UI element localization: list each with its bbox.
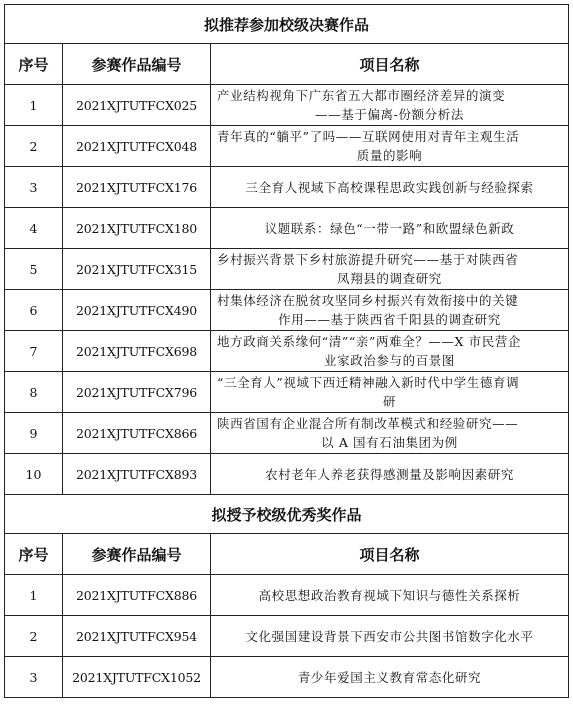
row-name-line1: 青少年爱国主义教育常态化研究 — [297, 669, 482, 685]
row-index: 3 — [5, 657, 63, 698]
row-name-line2: 以 A 国有石油集团为例 — [321, 435, 458, 450]
document — [4, 4, 568, 698]
header-code: 参赛作品编号 — [63, 534, 211, 575]
table-header-row — [5, 44, 569, 85]
section2-title: 拟授予校级优秀奖作品 — [5, 495, 569, 534]
row-index: 1 — [5, 85, 63, 126]
row-code: 2021XJTUTFCX176 — [63, 167, 211, 208]
row-code: 2021XJTUTFCX048 — [63, 126, 211, 167]
row-code: 2021XJTUTFCX315 — [63, 249, 211, 290]
table-header-row — [5, 534, 569, 575]
row-name-line1: 三全育人视域下高校课程思政实践创新与经验探索 — [245, 179, 534, 195]
table-row — [5, 575, 569, 616]
table-row — [5, 85, 569, 126]
table-row — [5, 208, 569, 249]
row-name-line1: 高校思想政治教育视域下知识与德性关系探析 — [258, 587, 521, 603]
row-name — [211, 657, 569, 698]
header-index: 序号 — [5, 534, 63, 575]
row-name — [211, 290, 569, 331]
table-row — [5, 616, 569, 657]
row-name-line1: 产业结构视角下广东省五大都市圈经济差异的演变 — [217, 88, 506, 103]
table-row — [5, 372, 569, 413]
row-name-line2: 凤翔县的调查研究 — [337, 271, 442, 286]
row-name-line1: 青年真的“躺平”了吗——互联网使用对青年主观生活 — [217, 129, 520, 144]
row-name-line1: 议题联系：绿色“一带一路”和欧盟绿色新政 — [264, 220, 515, 236]
row-code: 2021XJTUTFCX893 — [63, 454, 211, 495]
row-name — [211, 575, 569, 616]
row-name — [211, 249, 569, 290]
row-name-line2: 业家政治参与的百景图 — [324, 353, 456, 368]
row-name — [211, 413, 569, 454]
row-index: 2 — [5, 616, 63, 657]
row-index: 3 — [5, 167, 63, 208]
row-name-line1: 文化强国建设背景下西安市公共图书馆数字化水平 — [245, 628, 534, 644]
section1-title-row — [5, 5, 569, 44]
row-name — [211, 331, 569, 372]
row-code: 2021XJTUTFCX1052 — [63, 657, 211, 698]
row-code: 2021XJTUTFCX180 — [63, 208, 211, 249]
row-code: 2021XJTUTFCX886 — [63, 575, 211, 616]
row-index: 1 — [5, 575, 63, 616]
row-code: 2021XJTUTFCX698 — [63, 331, 211, 372]
table-row — [5, 167, 569, 208]
row-name-line1: 地方政商关系缘何“清”“亲”两难全？——X 市民营企 — [217, 334, 522, 349]
row-name-line2: 研 — [382, 394, 397, 409]
row-name — [211, 167, 569, 208]
row-name — [211, 372, 569, 413]
row-index: 10 — [5, 454, 63, 495]
table-row — [5, 249, 569, 290]
row-code: 2021XJTUTFCX796 — [63, 372, 211, 413]
awards-table — [4, 4, 569, 698]
row-name-line1: 农村老年人养老获得感测量及影响因素研究 — [265, 466, 514, 482]
row-name — [211, 208, 569, 249]
row-index: 9 — [5, 413, 63, 454]
row-name-line1: 乡村振兴背景下乡村旅游提升研究——基于对陕西省 — [217, 252, 519, 267]
row-name-line1: 陕西省国有企业混合所有制改革模式和经验研究—— — [217, 416, 519, 431]
section1-title: 拟推荐参加校级决赛作品 — [5, 5, 569, 44]
table-row — [5, 126, 569, 167]
header-code: 参赛作品编号 — [63, 44, 211, 85]
row-index: 2 — [5, 126, 63, 167]
row-name — [211, 126, 569, 167]
row-index: 7 — [5, 331, 63, 372]
row-name — [211, 616, 569, 657]
row-code: 2021XJTUTFCX866 — [63, 413, 211, 454]
row-code: 2021XJTUTFCX490 — [63, 290, 211, 331]
header-name: 项目名称 — [211, 44, 569, 85]
row-name — [211, 85, 569, 126]
section2-title-row — [5, 495, 569, 534]
row-name-line2: 质量的影响 — [356, 148, 423, 163]
row-name — [211, 454, 569, 495]
row-index: 5 — [5, 249, 63, 290]
header-name: 项目名称 — [211, 534, 569, 575]
table-row — [5, 657, 569, 698]
row-name-line2: 作用——基于陕西省千阳县的调查研究 — [278, 312, 501, 327]
row-code: 2021XJTUTFCX025 — [63, 85, 211, 126]
table-row — [5, 413, 569, 454]
row-index: 8 — [5, 372, 63, 413]
header-index: 序号 — [5, 44, 63, 85]
row-index: 4 — [5, 208, 63, 249]
row-name-line2: ——基于偏离-份额分析法 — [315, 107, 464, 122]
table-row — [5, 331, 569, 372]
row-name-line1: “三全育人”视域下西迁精神融入新时代中学生德育调 — [217, 375, 520, 390]
row-code: 2021XJTUTFCX954 — [63, 616, 211, 657]
table-row — [5, 290, 569, 331]
table-row — [5, 454, 569, 495]
row-index: 6 — [5, 290, 63, 331]
row-name-line1: 村集体经济在脱贫攻坚同乡村振兴有效衔接中的关键 — [217, 293, 519, 308]
